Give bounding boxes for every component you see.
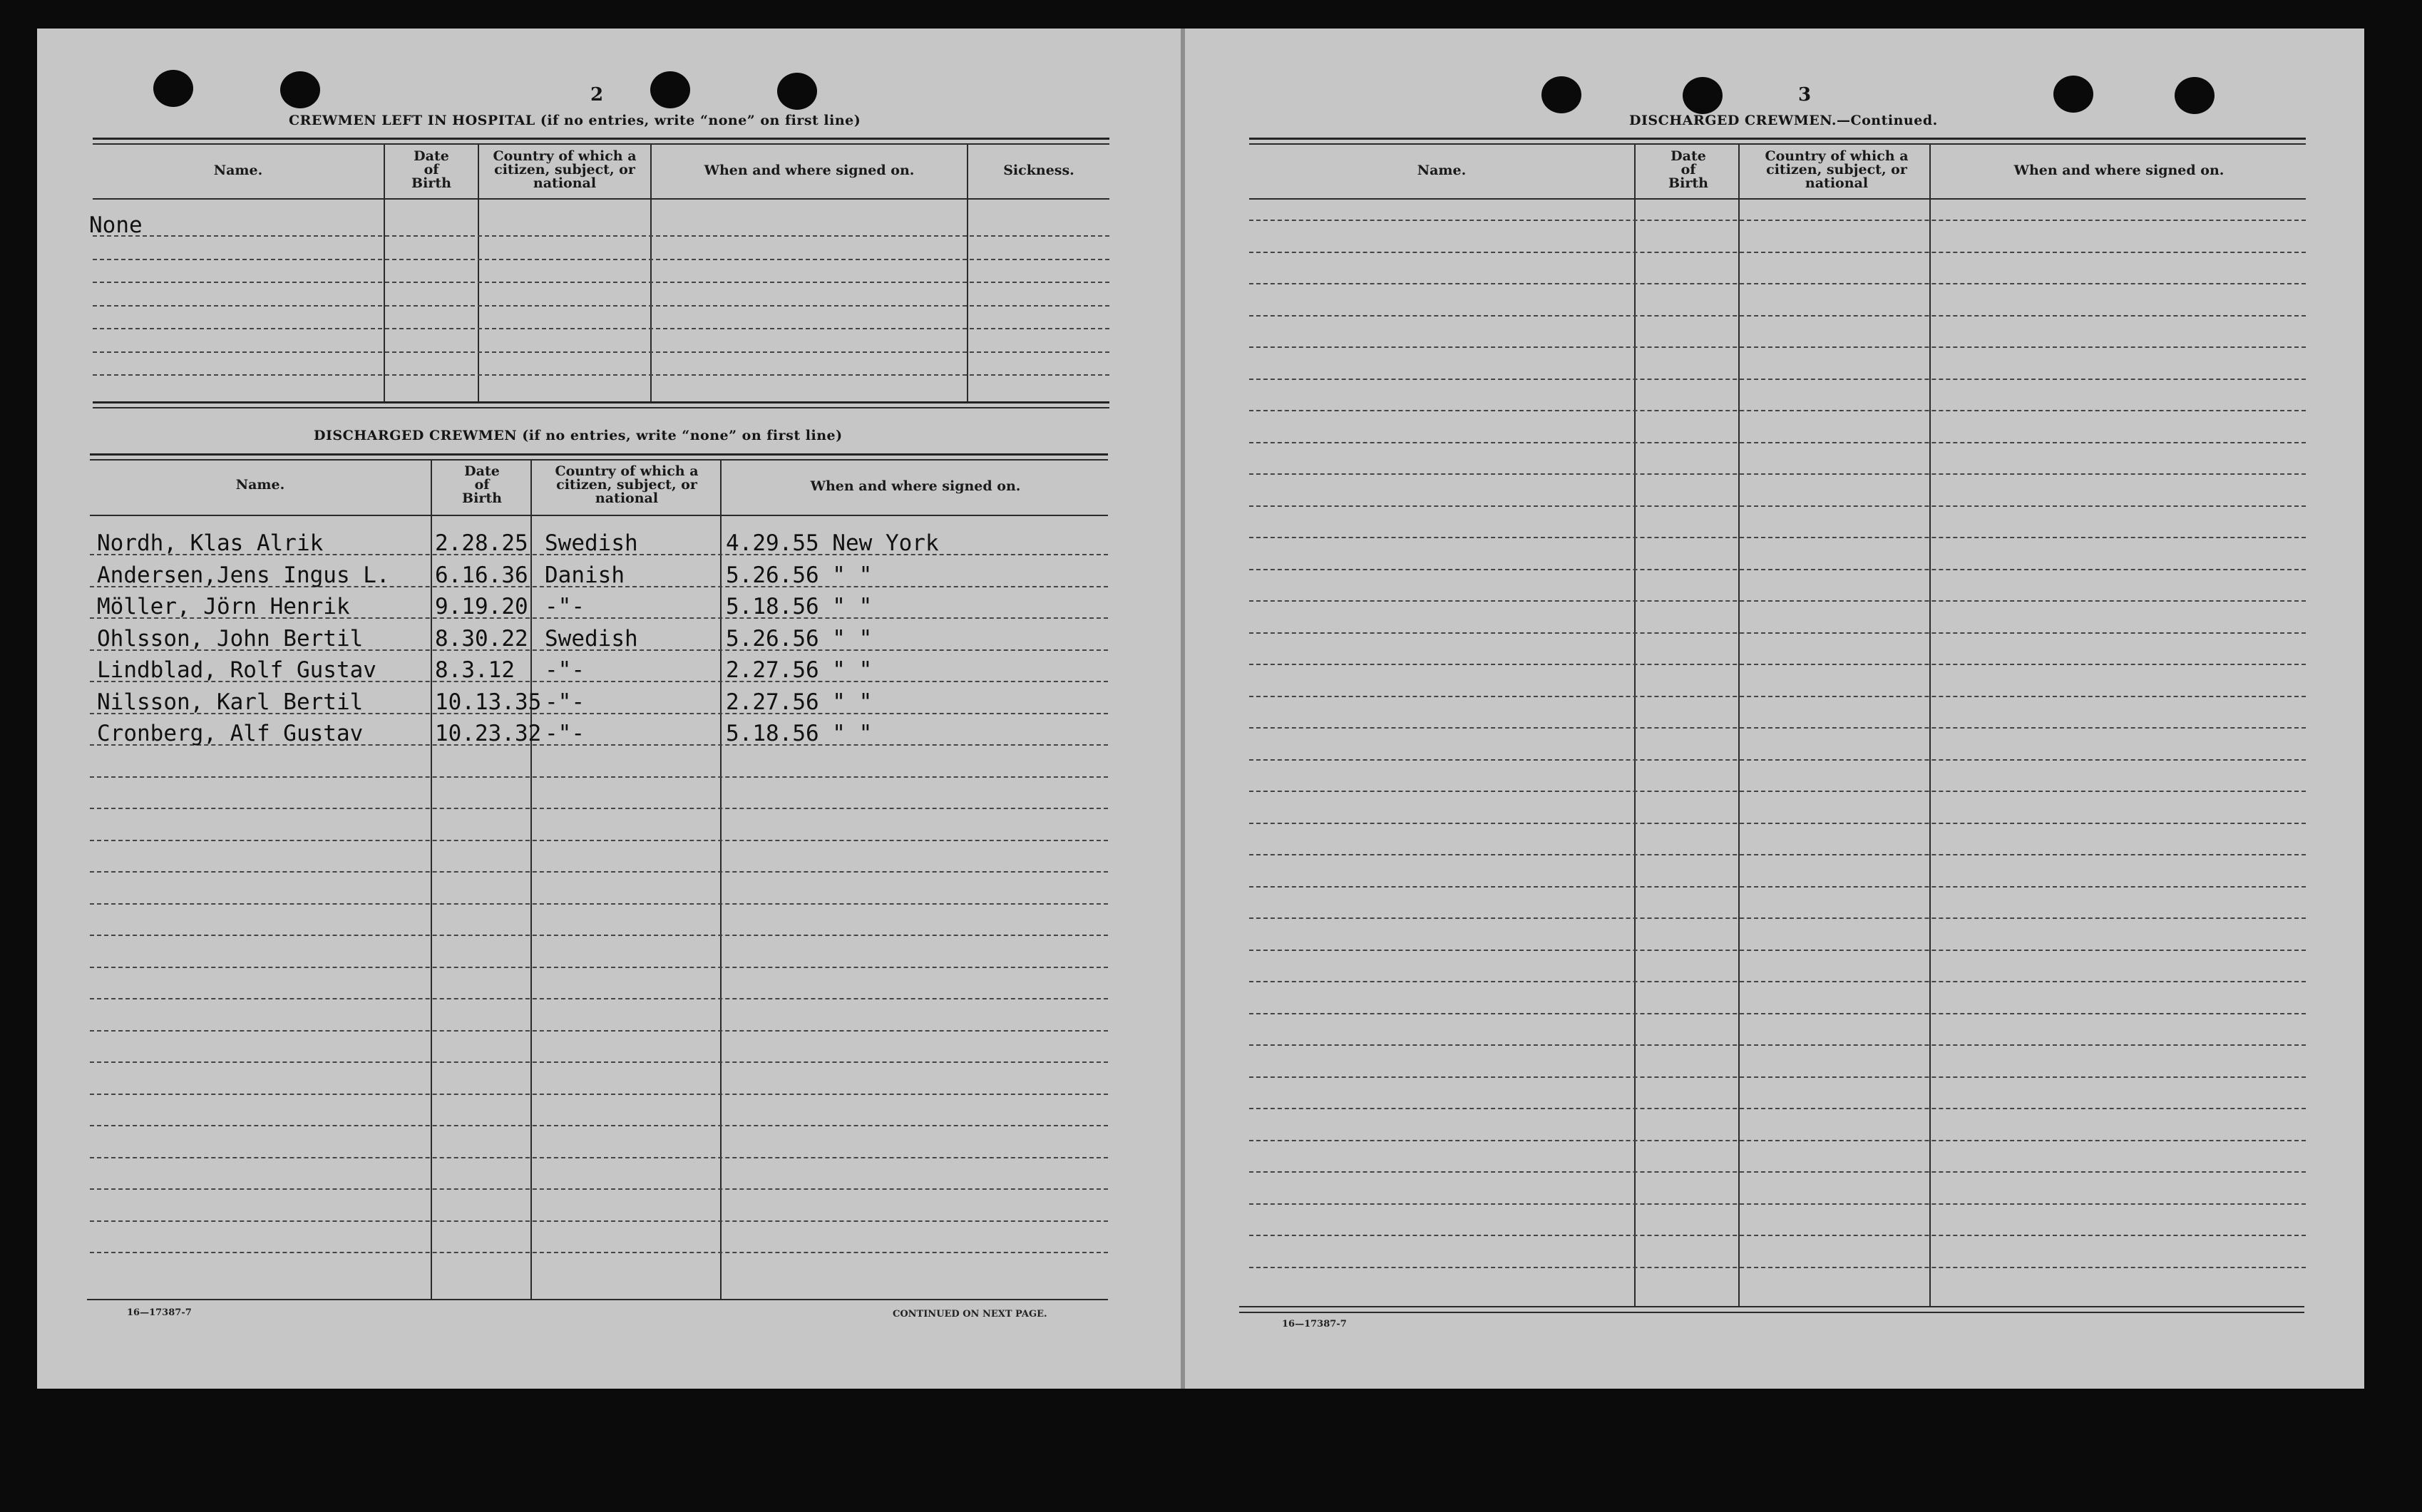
discharged-cell-dob: 6.16.36 <box>435 562 528 588</box>
hospital-section-title: CREWMEN LEFT IN HOSPITAL (if no entries, write “none” on first line) <box>289 113 861 128</box>
hospital-header-bottom-border <box>93 198 1109 200</box>
right-section-title: DISCHARGED CREWMEN.—Continued. <box>1629 113 1938 128</box>
right-header-country-line: Country of which a <box>1765 148 1909 164</box>
left-form-number: 16—17387-7 <box>127 1307 192 1318</box>
discharged-cell-dob: 2.28.25 <box>435 530 528 556</box>
ruled-line <box>1249 1044 2306 1046</box>
ruled-line <box>90 935 1108 936</box>
punch-hole <box>2053 76 2093 113</box>
ruled-line <box>1249 886 2306 888</box>
discharged-cell-name: Ohlsson, John Bertil <box>97 625 364 652</box>
right-header-signed: When and where signed on. <box>2013 163 2225 178</box>
discharged-cell-dob: 9.19.20 <box>435 594 528 619</box>
discharged-section-title: DISCHARGED CREWMEN (if no entries, write “none” on first line) <box>314 428 843 443</box>
hospital-header-signed: When and where signed on. <box>704 163 915 178</box>
discharged-header-dob <box>433 465 530 505</box>
hospital-col-divider <box>478 143 479 403</box>
ruled-line <box>1249 600 2306 602</box>
right-header-dob-line: Date <box>1671 148 1706 164</box>
ruled-line <box>1249 1076 2306 1078</box>
punch-hole <box>1541 76 1581 113</box>
document-sheet <box>37 29 2364 1389</box>
ruled-line <box>1249 252 2306 253</box>
right-header-bottom-border <box>1249 198 2306 200</box>
ruled-line <box>1249 1140 2306 1141</box>
hospital-header-sickness: Sickness. <box>1003 163 1074 178</box>
page-number-left: 2 <box>590 84 604 106</box>
ruled-line <box>1249 1171 2306 1173</box>
ruled-line <box>1249 1235 2306 1236</box>
punch-hole <box>650 71 690 108</box>
ruled-line <box>1249 1108 2306 1109</box>
punch-hole <box>2175 77 2215 114</box>
hospital-col-divider <box>650 143 652 403</box>
ruled-line <box>90 967 1108 968</box>
ruled-line <box>1249 569 2306 570</box>
discharged-header-name: Name. <box>235 477 285 493</box>
hospital-col-divider <box>384 143 385 403</box>
ruled-line <box>1249 854 2306 855</box>
discharged-cell-dob: 10.13.35 <box>435 689 542 715</box>
discharged-cell-country: Swedish <box>545 530 638 556</box>
discharged-cell-signed: 2.27.56 " " <box>726 689 873 715</box>
ruled-line <box>90 808 1108 809</box>
ruled-line <box>1249 473 2306 475</box>
ruled-line <box>1249 664 2306 665</box>
right-header-dob-line: Birth <box>1668 175 1708 191</box>
right-header-name: Name. <box>1417 163 1467 178</box>
ruled-line <box>90 903 1108 905</box>
right-header-dob <box>1637 150 1740 190</box>
ruled-line <box>90 1220 1108 1222</box>
right-header-country <box>1743 150 1931 190</box>
right-table-bottom-border <box>1239 1306 2304 1307</box>
ruled-line <box>93 259 1109 260</box>
discharged-cell-signed: 5.26.56 " " <box>726 625 873 652</box>
discharged-header-country-line: citizen, subject, or <box>556 477 697 493</box>
punch-hole <box>1683 77 1723 114</box>
ruled-line <box>1249 315 2306 317</box>
ruled-line <box>90 1157 1108 1158</box>
right-header-country-line: national <box>1805 175 1869 191</box>
discharged-cell-dob: 8.30.22 <box>435 625 528 652</box>
ruled-line <box>1249 823 2306 824</box>
ruled-line <box>90 840 1108 841</box>
ruled-line <box>1249 220 2306 221</box>
ruled-line <box>90 1061 1108 1063</box>
right-table-top-border <box>1249 138 2306 140</box>
hospital-header-country-line: citizen, subject, or <box>494 162 635 178</box>
ruled-line <box>93 235 1109 237</box>
discharged-table-top-border-inner <box>90 459 1108 461</box>
ruled-line <box>93 351 1109 353</box>
hospital-header-dob-line: Date <box>414 148 449 164</box>
ruled-line <box>93 328 1109 329</box>
hospital-col-divider <box>967 143 968 403</box>
discharged-table-top-border <box>90 453 1108 456</box>
discharged-cell-name: Nordh, Klas Alrik <box>97 530 324 556</box>
discharged-header-country <box>532 465 722 505</box>
right-header-dob-line: of <box>1680 162 1696 178</box>
right-table-bottom-border-inner <box>1239 1312 2304 1313</box>
discharged-header-dob-line: Birth <box>462 490 502 506</box>
discharged-cell-signed: 4.29.55 New York <box>726 530 939 556</box>
ruled-line <box>1249 379 2306 380</box>
discharged-header-country-line: national <box>595 490 659 506</box>
ruled-line <box>1249 505 2306 507</box>
discharged-cell-country: Danish <box>545 562 625 588</box>
ruled-line <box>1249 1203 2306 1205</box>
discharged-cell-name: Möller, Jörn Henrik <box>97 594 350 619</box>
ruled-line <box>1249 537 2306 538</box>
discharged-header-dob-line: of <box>474 477 490 493</box>
discharged-header-dob-line: Date <box>464 463 500 479</box>
discharged-table-bottom-border <box>87 1299 1108 1300</box>
ruled-line <box>93 282 1109 283</box>
ruled-line <box>1249 346 2306 348</box>
discharged-cell-name: Lindblad, Rolf Gustav <box>97 657 376 683</box>
right-col-divider <box>1929 143 1931 1307</box>
ruled-line <box>1249 1013 2306 1014</box>
ruled-line <box>90 1188 1108 1190</box>
discharged-cell-signed: 5.18.56 " " <box>726 594 873 619</box>
discharged-cell-signed: 2.27.56 " " <box>726 657 873 683</box>
hospital-table-bottom-border-inner <box>93 407 1109 408</box>
hospital-table-top-border-inner <box>93 143 1109 145</box>
discharged-cell-country: Swedish <box>545 625 638 652</box>
discharged-cell-country: -"- <box>545 721 585 746</box>
ruled-line <box>90 1094 1108 1095</box>
ruled-line <box>1249 727 2306 729</box>
hospital-header-country-line: national <box>533 175 597 191</box>
hospital-header-country-line: Country of which a <box>493 148 637 164</box>
hospital-table-top-border <box>93 138 1109 140</box>
discharged-cell-country: -"- <box>545 657 585 683</box>
ruled-line <box>90 998 1108 999</box>
punch-hole <box>280 71 320 108</box>
punch-hole <box>153 70 193 107</box>
ruled-line <box>1249 442 2306 443</box>
right-col-divider <box>1634 143 1636 1307</box>
discharged-header-bottom-border <box>90 515 1108 516</box>
ruled-line <box>1249 410 2306 411</box>
ruled-line <box>1249 791 2306 792</box>
ruled-line <box>1249 632 2306 634</box>
hospital-header-name: Name. <box>213 163 263 178</box>
hospital-header-dob-line: Birth <box>411 175 451 191</box>
hospital-header-country <box>479 150 650 190</box>
ruled-line <box>1249 981 2306 982</box>
hospital-header-dob <box>385 150 478 190</box>
right-table-top-border-inner <box>1249 143 2306 145</box>
ruled-line <box>1249 950 2306 951</box>
ruled-line <box>1249 1267 2306 1268</box>
ruled-line <box>90 1030 1108 1032</box>
page-number-right: 3 <box>1798 84 1812 106</box>
discharged-cell-name: Cronberg, Alf Gustav <box>97 721 364 746</box>
right-col-divider <box>1738 143 1740 1307</box>
ruled-line <box>90 776 1108 778</box>
ruled-line <box>1249 696 2306 697</box>
discharged-cell-name: Nilsson, Karl Bertil <box>97 689 364 715</box>
hospital-header-dob-line: of <box>424 162 439 178</box>
ruled-line <box>93 305 1109 307</box>
ruled-line <box>1249 283 2306 284</box>
hospital-table-bottom-border <box>93 401 1109 403</box>
discharged-cell-country: -"- <box>545 689 585 715</box>
discharged-cell-signed: 5.26.56 " " <box>726 562 873 588</box>
ruled-line <box>1249 759 2306 761</box>
hospital-first-entry: None <box>89 212 143 238</box>
discharged-cell-country: -"- <box>545 594 585 619</box>
discharged-cell-signed: 5.18.56 " " <box>726 721 873 746</box>
discharged-header-signed: When and where signed on. <box>810 478 1021 494</box>
right-header-country-line: citizen, subject, or <box>1766 162 1907 178</box>
ruled-line <box>90 1125 1108 1126</box>
ruled-line <box>90 1252 1108 1253</box>
discharged-cell-name: Andersen,Jens Ingus L. <box>97 562 390 588</box>
right-form-number: 16—17387-7 <box>1282 1319 1347 1330</box>
ruled-line <box>93 374 1109 376</box>
ruled-line <box>90 871 1108 873</box>
ruled-line <box>1249 917 2306 919</box>
continued-note: CONTINUED ON NEXT PAGE. <box>893 1309 1047 1320</box>
discharged-header-country-line: Country of which a <box>555 463 699 479</box>
punch-hole <box>777 73 817 110</box>
center-fold <box>1181 29 1185 1389</box>
discharged-cell-dob: 8.3.12 <box>435 657 515 683</box>
discharged-cell-dob: 10.23.32 <box>435 721 542 746</box>
